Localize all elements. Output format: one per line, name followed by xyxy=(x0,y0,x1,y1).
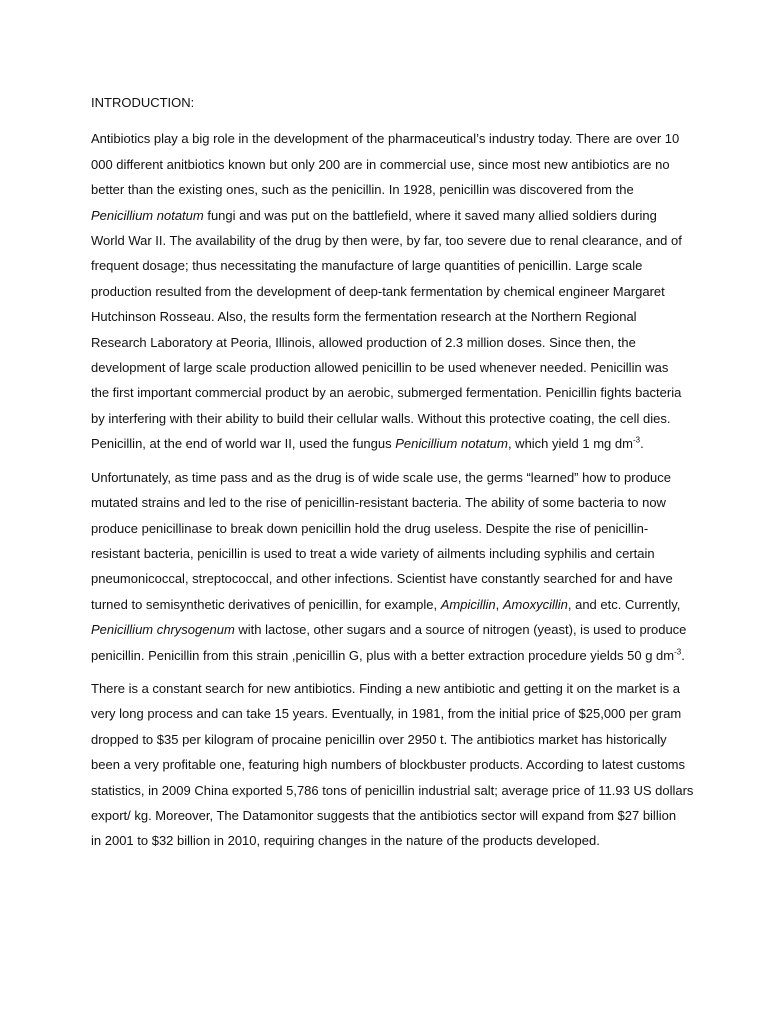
text-line: production resulted from the development of deep-tank fermentation by chemical engineer Margaret xyxy=(91,283,665,299)
text-line: penicillin. Penicillin from this strain ,penicillin G, plus with a better extraction procedure yields 50 g $dm^{-3}$. xyxy=(91,647,685,663)
text-line: the first important commercial product by an aerobic, submerged fermentation. Penicillin fights bacteria xyxy=(91,385,682,401)
text-line: Penicillin, at the end of world war II, used the fungus Penicillium notatum, which yield 1 mg $dm^{-3}$. xyxy=(91,435,644,452)
italic-species-name: Penicillium notatum xyxy=(91,207,204,223)
text-line: frequent dosage; thus necessitating the manufacture of large quantities of penicillin. Large scale xyxy=(91,258,643,274)
paragraph-2 xyxy=(91,465,685,668)
text-line: Penicillium chrysogenum with lactose, other sugars and a source of nitrogen (yeast), is used to produce xyxy=(91,622,687,638)
text-line: statistics, in 2009 China exported 5,786 tons of penicillin industrial salt; average price of 11.93 US dollars xyxy=(91,782,694,798)
text-line: mutated strains and led to the rise of penicillin-resistant bacteria. The ability of some bacteria to now xyxy=(91,495,666,511)
text-line: resistant bacteria, penicillin is used to treat a wide variety of ailments including syphilis and certain xyxy=(91,545,655,561)
text-line: Unfortunately, as time pass and as the drug is of wide scale use, the germs “learned” how to produce xyxy=(91,469,672,485)
text-line: There is a constant search for new antibiotics. Finding a new antibiotic and getting it on the market is a xyxy=(91,680,680,696)
italic-species-name: Penicillium notatum xyxy=(395,436,508,452)
text-line: Penicillium notatum fungi and was put on the battlefield, where it saved many allied soldiers during xyxy=(91,207,657,223)
text-line: World War II. The availability of the drug by then were, by far, too severe due to renal clearance, and of xyxy=(91,233,682,249)
section-heading: INTRODUCTION: xyxy=(91,95,195,110)
text-line: Antibiotics play a big role in the development of the pharmaceutical’s industry today. There are over 10 xyxy=(91,131,680,147)
text-line: produce penicillinase to break down penicillin hold the drug useless. Despite the rise of penicillin- xyxy=(91,520,649,536)
superscript: -3 xyxy=(674,647,682,657)
text-line: very long process and can take 15 years. Eventually, in 1981, from the initial price of $25,000 per gram xyxy=(91,706,682,722)
text-line: dropped to $35 per kilogram of procaine penicillin over 2950 t. The antibiotics market has historically xyxy=(91,731,667,747)
document-body xyxy=(91,90,694,862)
italic-species-name: Amoxycillin xyxy=(502,596,568,612)
paragraph-1 xyxy=(91,126,685,456)
text-line: pneumonicoccal, streptococcal, and other infections. Scientist have constantly searched for and have xyxy=(91,571,673,587)
text-line: Research Laboratory at Peoria, Illinois, allowed production of 2.3 million doses. Since then, the xyxy=(91,334,636,350)
superscript: -3 xyxy=(632,435,641,445)
text-line: development of large scale production allowed penicillin to be used whenever needed. Penicillin was xyxy=(91,360,669,376)
text-line: better than the existing ones, such as the penicillin. In 1928, penicillin was discovered from the xyxy=(91,182,634,198)
text-line: been a very profitable one, featuring high numbers of blockbuster products. According to latest customs xyxy=(91,757,686,773)
text-line: turned to semisynthetic derivatives of penicillin, for example, Ampicillin, Amoxycillin, and etc. Currently, xyxy=(91,596,681,612)
text-line: export/ kg. Moreover, The Datamonitor suggests that the antibiotics sector will expand from $27 billion xyxy=(91,807,677,823)
text-line: 000 different anitbiotics known but only 200 are in commercial use, since most new antibiotics are no xyxy=(91,156,670,172)
text-line: in 2001 to $32 billion in 2010, requiring changes in the nature of the products developed. xyxy=(91,833,600,849)
text-line: by interfering with their ability to build their cellular walls. Without this protective coating, the cell dies. xyxy=(91,410,671,426)
italic-species-name: Ampicillin xyxy=(440,596,496,612)
italic-species-name: Penicillium chrysogenum xyxy=(91,622,235,638)
paragraph-container xyxy=(91,126,694,853)
text-line: Hutchinson Rosseau. Also, the results form the fermentation research at the Northern Regional xyxy=(91,309,637,325)
paragraph-3 xyxy=(91,676,694,854)
